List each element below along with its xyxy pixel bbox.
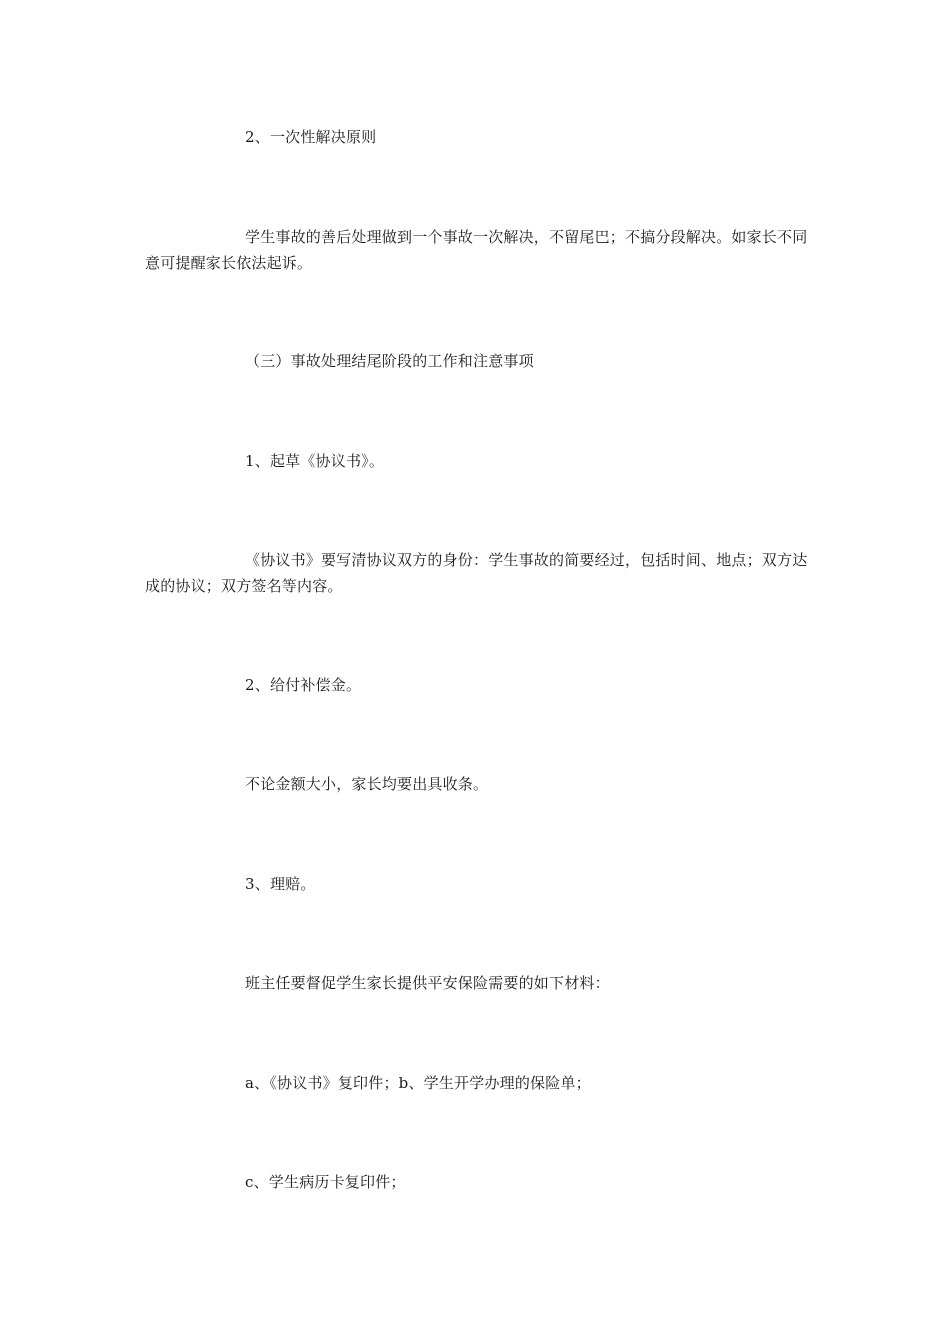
list-item-materials-c: c、学生病历卡复印件；	[245, 1173, 406, 1191]
paragraph-one-time-resolution: 学生事故的善后处理做到一个事故一次解决，不留尾巴；不搞分段解决。如家长不同意可提醒家长依法起诉。	[145, 228, 808, 272]
section-heading-3: （三）事故处理结尾阶段的工作和注意事项	[245, 352, 534, 370]
paragraph-agreement-content: 《协议书》要写清协议双方的身份：学生事故的简要经过，包括时间、地点；双方达成的协议；双方签名等内容。	[145, 551, 808, 595]
item-compensation: 2、给付补偿金。	[245, 676, 362, 694]
heading-principle-2: 2、一次性解决原则	[245, 128, 377, 146]
item-claim: 3、理赔。	[245, 875, 316, 893]
paragraph-materials: 班主任要督促学生家长提供平安保险需要的如下材料：	[245, 974, 610, 992]
item-draft-agreement: 1、起草《协议书》。	[245, 452, 385, 470]
list-item-materials-ab: a、《协议书》复印件；b、学生开学办理的保险单；	[245, 1074, 591, 1092]
paragraph-receipt: 不论金额大小，家长均要出具收条。	[245, 775, 489, 793]
